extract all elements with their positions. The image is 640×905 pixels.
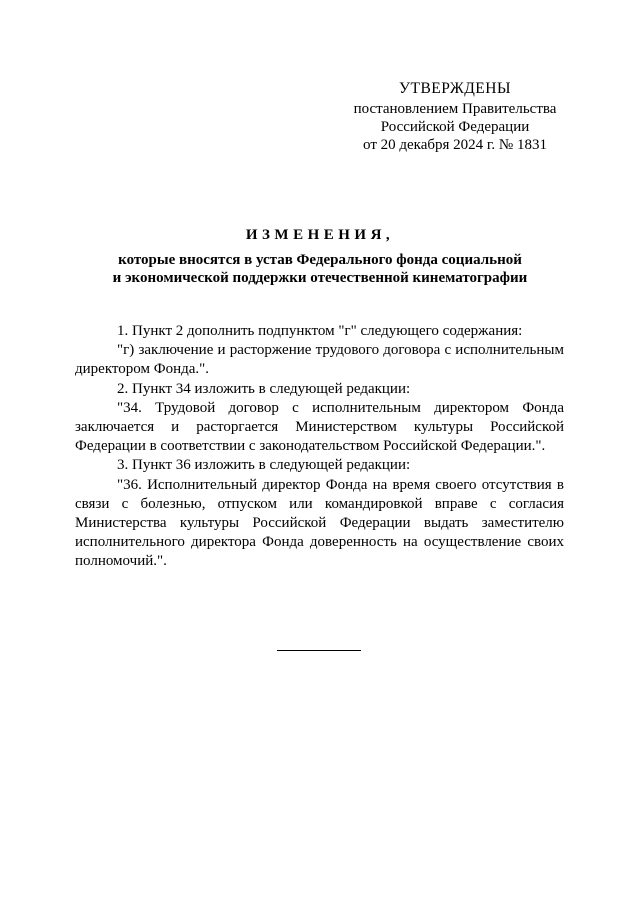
paragraph: 2. Пункт 34 изложить в следующей редакции: [117,380,411,397]
paragraph: "34. Трудовой договор с исполнительным директором Фонда заключается и расторгается Министерством культуры Российской Федерации в соответствии с законодательством Российской Федерации.". [75,399,564,455]
closing-separator-line [277,650,361,651]
document-title: ИЗМЕНЕНИЯ, [245,227,395,243]
paragraph: 3. Пункт 36 изложить в следующей редакции: [117,457,411,474]
paragraph: "36. Исполнительный директор Фонда на время своего отсутствия в связи с болезнью, отпуском или командировкой вправе с согласия Министерства культуры Российской Федерации выдать заместителю исполнительного директора Фонда доверенность на осуществление своих полномочий.". [75,476,564,570]
approval-heading: УТВЕРЖДЕНЫ [399,80,511,97]
document-subtitle-line: и экономической поддержки отечественной кинематографии [112,270,528,286]
paragraph: "г) заключение и расторжение трудового договора с исполнительным директором Фонда.". [75,342,564,378]
approval-line: Российской Федерации [380,119,530,135]
approval-stamp [340,80,570,154]
document-subtitle-line: которые вносятся в устав Федерального фонда социальной [118,252,522,268]
document-body [75,322,564,572]
document-title-block [60,226,580,287]
approval-line: от 20 декабря 2024 г. № 1831 [363,137,547,153]
approval-line: постановлением Правительства [353,101,557,117]
paragraph: 1. Пункт 2 дополнить подпунктом "г" следующего содержания: [117,323,523,339]
